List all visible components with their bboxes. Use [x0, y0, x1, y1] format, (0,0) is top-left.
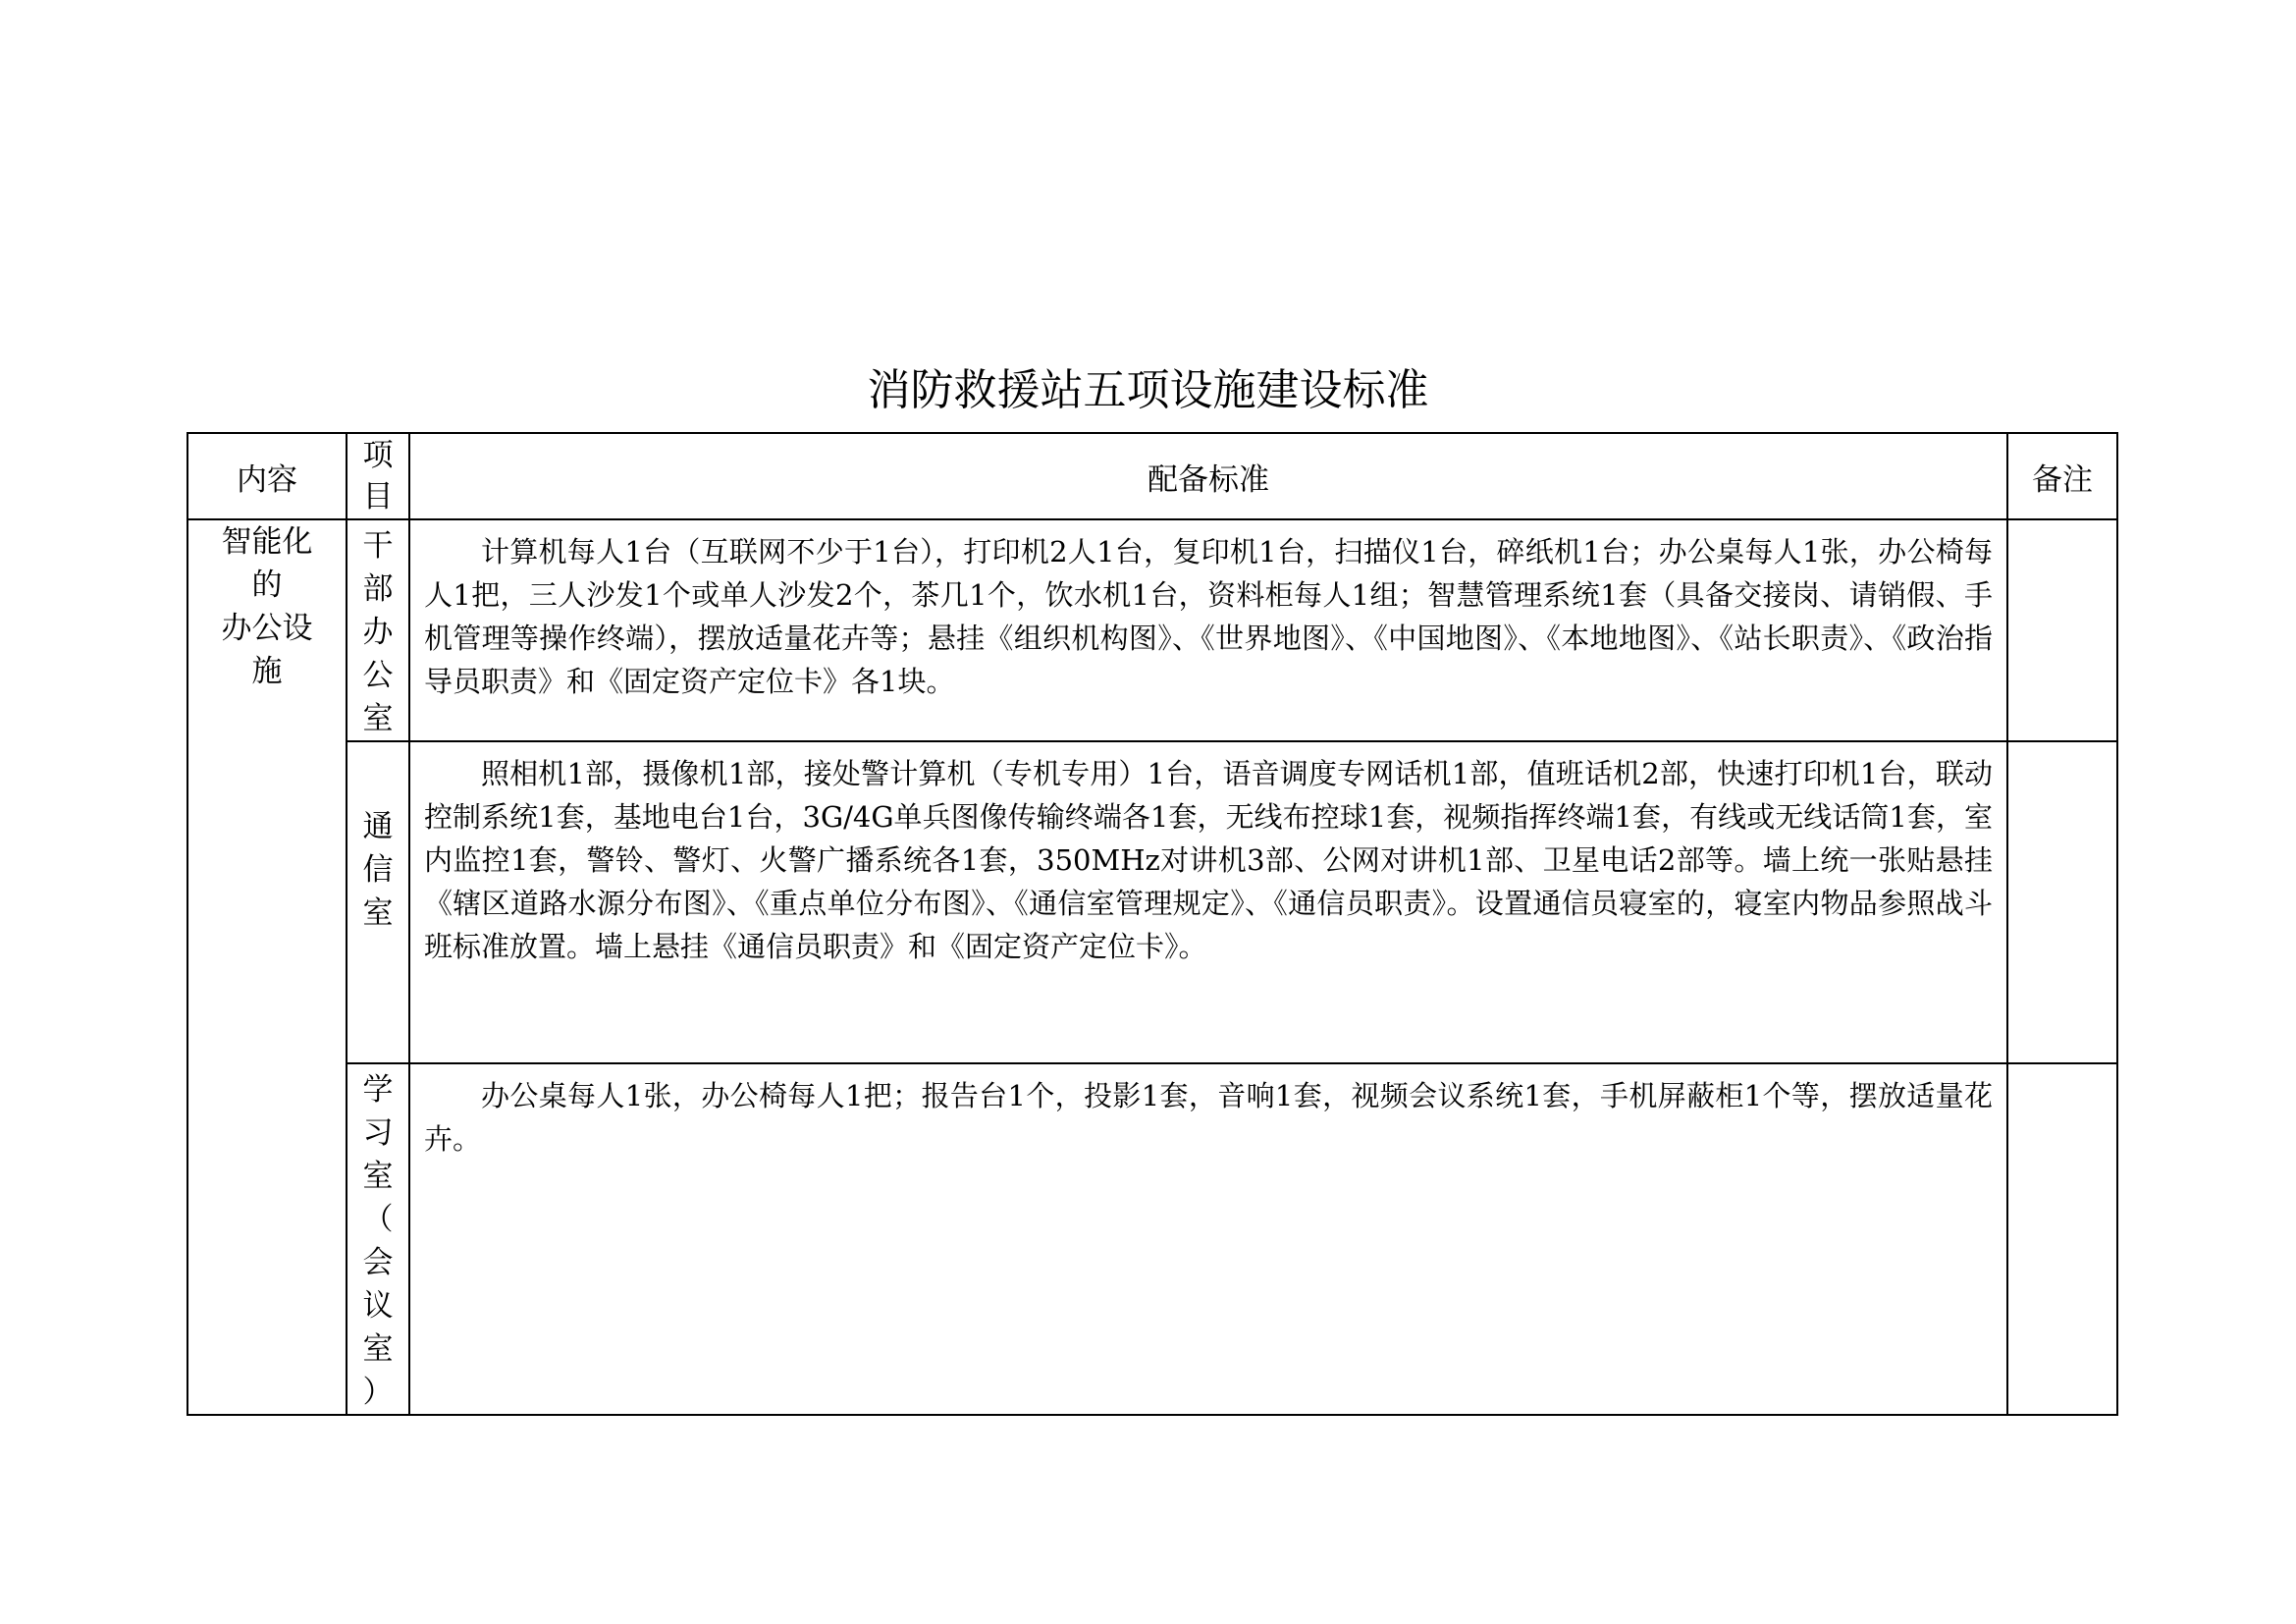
table-row: [187, 519, 2117, 741]
item-cell: 干 部 办 公 室: [347, 519, 409, 741]
table-row: [187, 741, 2117, 1063]
standard-text: 办公桌每人1张，办公椅每人1把；报告台1个，投影1套，音响1套，视频会议系统1套，手机屏蔽柜1个等，摆放适量花卉。: [424, 1079, 1993, 1156]
standards-table: [187, 432, 2118, 1416]
standard-cell: [409, 519, 2007, 741]
note-cell: [2007, 741, 2117, 1063]
item-cell: 通 信 室: [347, 741, 409, 1063]
header-note: 备注: [2007, 433, 2117, 519]
page-title: 消防救援站五项设施建设标准: [867, 365, 1429, 415]
note-cell: [2007, 519, 2117, 741]
header-item: 项 目: [347, 433, 409, 519]
standard-cell: [409, 1063, 2007, 1415]
category-cell: 智能化 的 办公设 施: [187, 519, 347, 1415]
standard-text: 照相机1部，摄像机1部，接处警计算机（专机专用）1台，语音调度专网话机1部，值班话机2部，快速打印机1台，联动控制系统1套，基地电台1台，3G/4G单兵图像传输终端各1套，无线布控球1套，视频指挥终端1套，有线或无线话筒1套，室内监控1套，警铃、警灯、火警广播系统各1套，350MHz对讲机3部、公网对讲机1部、卫星电话2部等。墙上统一张贴悬挂《辖区道路水源分布图》、《重点单位分布图》、《通信室管理规定》、《通信员职责》。设置通信员寝室的，寝室内物品参照战斗班标准放置。墙上悬挂《通信员职责》和《固定资产定位卡》。: [424, 757, 1993, 963]
standard-text: 计算机每人1台（互联网不少于1台），打印机2人1台，复印机1台，扫描仪1台，碎纸机1台；办公桌每人1张，办公椅每人1把，三人沙发1个或单人沙发2个，茶几1个，饮水机1台，资料柜每人1组；智慧管理系统1套（具备交接岗、请销假、手机管理等操作终端），摆放适量花卉等；悬挂《组织机构图》、《世界地图》、《中国地图》、《本地地图》、《站长职责》、《政治指导员职责》和《固定资产定位卡》各1块。: [424, 535, 1993, 698]
item-cell: 学 习 室 （ 会 议 室 ）: [347, 1063, 409, 1415]
header-content: 内容: [187, 433, 347, 519]
header-standard: 配备标准: [409, 433, 2007, 519]
standard-cell: [409, 741, 2007, 1063]
table-header-row: [187, 433, 2117, 519]
table-row: [187, 1063, 2117, 1415]
note-cell: [2007, 1063, 2117, 1415]
